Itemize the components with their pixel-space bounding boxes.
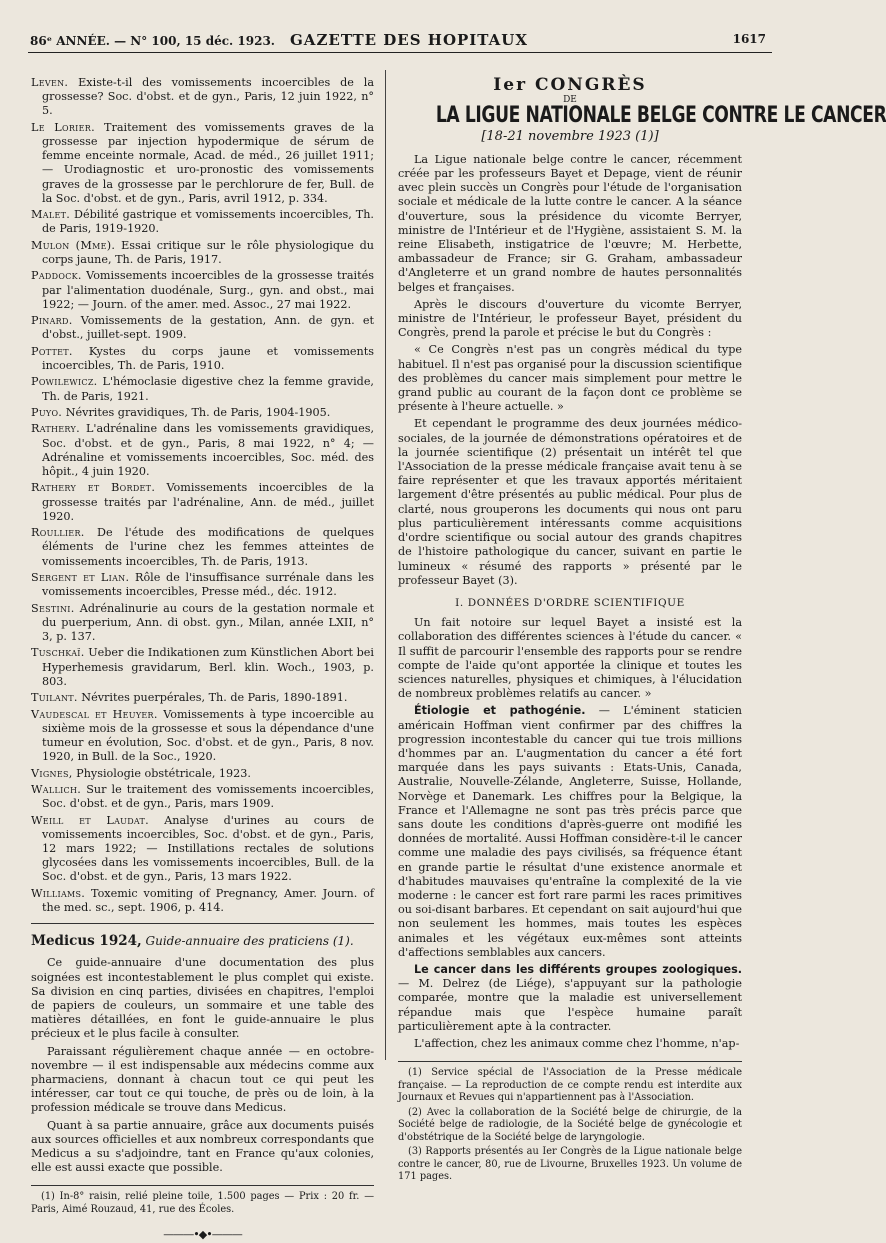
reference-text: L'hémoclasie digestive chez la femme gravide, Th. de Paris, 1921. [42, 375, 374, 403]
congres-title: Ier CONGRÈS [493, 75, 647, 95]
reference-text: Traitement des vomissements graves de la grossesse par injection hypodermique de sérum de femme enceinte normale, Acad. de méd., 26 juillet 1911; — Urodiagnostic et uro-pronostic des vomissements graves de la grossesse par le perchlorure de fer, Bull. de la Soc. d'obst. et de gyn., Paris, avril 1912, p. 334. [42, 120, 375, 205]
bibliography-entry [31, 526, 374, 569]
bibliography-entry [31, 646, 374, 689]
header-rule [28, 52, 772, 53]
bibliography-entry [31, 269, 374, 312]
bibliography-entry [31, 602, 374, 645]
bibliography-entry [31, 814, 374, 885]
bibliography-entry [31, 345, 374, 373]
reference-author: Rathery. [31, 422, 80, 436]
footnote-rule [31, 1185, 374, 1186]
reference-author: Malet. [31, 208, 71, 222]
reference-author: Tuilant. [31, 691, 78, 705]
column-divider [385, 70, 386, 1060]
bibliography-entry [31, 406, 374, 420]
section-paragraph: Un fait notoire sur lequel Bayet a insisté est la collaboration des différentes sciences à l'étude du cancer. « Il suffit de parcourir l'ensemble des rapports pour se rendre compte de l'aide qu'ont apportée la clinique et toutes les sciences naturelles, physiques et chimiques, à l'élucidation de nombreux problèmes relatifs au cancer. » [398, 616, 742, 701]
bibliography-entry [31, 481, 374, 524]
medicus-paragraph: Ce guide-annuaire d'une documentation des plus soignées est incontestablement le plus complet qui existe. Sa division en cinq parties, divisées en chapitres, l'emploi de papiers de couleurs, un sommaire et une table des matières détaillées, en font le guide-annuaire le plus précieux et le plus facile à consulter. [31, 956, 374, 1041]
reference-author: Wallich. [31, 782, 82, 796]
medicus-footnote: (1) In-8° raisin, relié pleine toile, 1.500 pages — Prix : 20 fr. — Paris, Aimé Rouzaud, 41, rue des Écoles. [31, 1191, 374, 1215]
footnote-rule [398, 1061, 742, 1062]
reference-author: Weill et Laudat. [31, 813, 150, 827]
reference-author: Sergent et Lian. [31, 570, 130, 584]
reference-author: Leven. [31, 76, 69, 89]
reference-text: Rôle de l'insuffisance surrénale dans les vomissements incoercibles, Presse méd., déc. 1912. [42, 570, 374, 599]
reference-text: Existe-t-il des vomissements incoercibles de la grossesse? Soc. d'obst. et de gyn., Paris, 12 juin 1922, n° 5. [42, 76, 374, 118]
congres-paragraph: La Ligue nationale belge contre le cancer, récemment créée par les professeurs Bayet et Depage, vient de réunir avec plein succès un Congrès pour l'étude de l'organisation sociale et médicale de la lutte contre le cancer. A la séance d'ouverture, sous la présidence du vicomte Berryer, ministre de l'Intérieur et de l'Hygiène, assistaient S. M. la reine Elisabeth, instigatrice de l'œuvre; M. Herbette, ambassadeur de France; sir G. Graham, ambassadeur d'Angleterre et un grand nombre de hautes personnalités belges et françaises. [398, 152, 742, 294]
congres-title-de: DE [563, 95, 577, 106]
etiology-paragraph [398, 704, 742, 960]
bibliography-entry [31, 691, 374, 705]
medicus-paragraph: Quant à sa partie annuaire, grâce aux documents puisés aux sources officielles et aux nombreux correspondants que Medicus a su s'adjoindre, tant en France qu'aux colonies, elle est aussi exacte que possible. [31, 1118, 374, 1175]
section-rule [31, 923, 374, 924]
reference-text: Vomissements à type incoercible au sixième mois de la grossesse et sous la dépendance d'une tumeur en évolution, Soc. d'obst. et de gyn., Paris, 8 nov. 1920, in Bull. de la Soc., 1920. [42, 707, 374, 764]
reference-text: Vomissements de la gestation, Ann. de gyn. et d'obst., juillet-sept. 1909. [42, 314, 374, 342]
header-issue: 86ᵉ ANNÉE. — N° 100, 15 déc. 1923. [30, 34, 275, 48]
zoology-title: Le cancer dans les différents groupes zoologiques. [414, 962, 742, 976]
zoology-paragraph-continued: L'affection, chez les animaux comme chez l'homme, n'ap- [414, 1037, 740, 1050]
bibliography-entry [31, 121, 374, 206]
section-heading: I. DONNÉES D'ORDRE SCIENTIFIQUE [455, 596, 685, 609]
reference-text: Vomissements incoercibles de la grossesse traités par l'alimentation duodénale, Surg., gyn. and obst., mai 1922; — Journ. of the amer. med. Assoc., 27 mai 1922. [42, 269, 374, 311]
reference-text: Névrites gravidiques, Th. de Paris, 1904-1905. [62, 405, 331, 419]
reference-author: Pinard. [31, 314, 73, 328]
reference-text: Analyse d'urines au cours de vomissements incoercibles, Soc. d'obst. et de gyn., Paris, 12 mars 1922; — Instillations rectales de solutions glycosées dans les vomissements incoercibles, Bull. de la Soc. d'obst. et de gyn., Paris, 13 mars 1922. [42, 813, 374, 884]
etiology-title: Étiologie et pathogénie. [414, 704, 586, 718]
reference-text: Vomissements incoercibles de la grossesse traités par l'adrénaline, Ann. de méd., juillet 1920. [42, 481, 374, 523]
ornament: ———•◆•——— [163, 1228, 242, 1242]
reference-text: Physiologie obstétricale, 1923. [72, 766, 251, 780]
reference-text: Essai critique sur le rôle physiologique du corps jaune, Th. de Paris, 1917. [42, 238, 375, 266]
header-journal-title: GAZETTE DES HOPITAUX [290, 31, 529, 49]
reference-author: Roullier. [31, 526, 85, 540]
header-page-number: 1617 [732, 32, 766, 46]
reference-author: Rathery et Bordet. [31, 481, 156, 495]
left-column [31, 76, 374, 1243]
reference-author: Puyo. [31, 405, 63, 419]
bibliography-entry [31, 208, 374, 236]
medicus-title [31, 934, 374, 948]
zoology-text: — M. Delrez (de Liége), s'appuyant sur la pathologie comparée, montre que la maladie est universellement répandue mais que l'espèce humaine paraît particulièrement apte à la contracter. [398, 977, 742, 1033]
reference-text: Kystes du corps jaune et vomissements incoercibles, Th. de Paris, 1910. [42, 344, 374, 372]
reference-author: Le Lorier. [31, 120, 95, 134]
bibliography-entry [31, 783, 374, 811]
congres-paragraph: Après le discours d'ouverture du vicomte Berryer, ministre de l'Intérieur, le professeur Bayet, président du Congrès, prend la parole et précise le but du Congrès : [398, 297, 742, 340]
reference-author: Vaudescal et Heuyer. [31, 707, 158, 721]
reference-author: Vignes, [31, 766, 73, 780]
bibliography-entry [31, 375, 374, 403]
bibliography-entry [31, 767, 374, 781]
bibliography-entry [31, 887, 374, 915]
reference-text: Débilité gastrique et vomissements incoercibles, Th. de Paris, 1919-1920. [42, 208, 374, 236]
reference-text: Névrites puerpérales, Th. de Paris, 1890-1891. [77, 691, 348, 705]
reference-author: Powilewicz. [31, 375, 98, 389]
medicus-paragraph: Paraissant régulièrement chaque année — en octobre-novembre — il est indispensable aux médecins comme aux pharmaciens, donnant à chacun tout ce qui peut les intéresser, car tout ce qui touche, de près ou de loin, à la profession médicale se trouve dans Medicus. [31, 1044, 374, 1115]
reference-author: Sestini. [31, 601, 75, 615]
bibliography-entry [31, 76, 374, 119]
reference-text: Sur le traitement des vomissements incoercibles, Soc. d'obst. et de gyn., Paris, mars 1909. [42, 782, 374, 811]
reference-author: Williams. [31, 886, 86, 900]
reference-text: De l'étude des modifications de quelques éléments de l'urine chez les femmes atteintes de vomissements incoercibles, Th. de Paris, 1913. [42, 526, 374, 568]
footnote: (1) Service spécial de l'Association de la Presse médicale française. — La reproduction de ce compte rendu est interdite aux Journaux et Revues qui n'appartiennent pas à l'Association. [398, 1067, 742, 1104]
medicus-subtitle: Guide-annuaire des praticiens (1). [141, 934, 354, 949]
zoology-paragraph [398, 963, 742, 1034]
congres-date: [18-21 novembre 1923 (1)] [481, 128, 659, 144]
bibliography-entry [31, 239, 374, 267]
reference-author: Mulon (Mme). [31, 238, 116, 252]
reference-text: Toxemic vomiting of Pregnancy, Amer. Journ. of the med. sc., sept. 1906, p. 414. [42, 886, 374, 914]
congres-paragraph: Et cependant le programme des deux journées médico-sociales, de la journée de démonstrations opératoires et de la journée scientifique (2) présentait un intérêt tel que l'Association de la presse médicale française avait tenu à se faire représenter et que les travaux apportés méritaient largement d'être présentés au public médical. Pour plus de clarté, nous grouperons les documents qui nous ont paru plus particulièrement intéressants comme acquisitions d'ordre scientifique ou social autour des grands chapitres de l'histoire pathologique du cancer, suivant en partie le lumineux « résumé des rapports » présenté par le professeur Bayet (3). [398, 417, 742, 587]
footnote: (2) Avec la collaboration de la Société belge de chirurgie, de la Société belge de radiologie, de la Société belge de gynécologie et d'obstétrique de la Société belge de laryngologie. [398, 1106, 742, 1143]
bibliography-entry [31, 571, 374, 599]
reference-author: Paddock. [31, 269, 82, 283]
congres-paragraph: « Ce Congrès n'est pas un congrès médical du type habituel. Il n'est pas organisé pour la discussion scientifique des problèmes du cancer mais simplement pour mettre le grand public au courant de la façon dont ce problème se présente à l'heure actuelle. » [398, 343, 742, 414]
right-column [398, 72, 886, 1186]
reference-author: Tuschkaï. [31, 646, 85, 660]
league-title: LA LIGUE NATIONALE BELGE CONTRE LE CANCER [435, 103, 886, 129]
reference-text: Adrénalinurie au cours de la gestation normale et du puerperium, Ann. di obst. gyn., Milan, année LXII, n° 3, p. 137. [42, 601, 374, 643]
reference-text: Ueber die Indikationen zum Künstlichen Abort bei Hyperhemesis gravidarum, Berl. klin. Woch., 1903, p. 803. [42, 646, 374, 688]
bibliography-entry [31, 708, 374, 765]
footnote: (3) Rapports présentés au Ier Congrès de la Ligue nationale belge contre le cancer, 80, rue de Livourne, Bruxelles 1923. Un volume de 171 pages. [398, 1146, 742, 1183]
bibliography-entry [31, 314, 374, 342]
bibliography-list [31, 76, 374, 915]
reference-author: Pottet. [31, 344, 73, 358]
etiology-text: — L'éminent staticien américain Hoffman vient confirmer par des chiffres la progression incontestable du cancer qui tue trois millions d'hommes par an. L'augmentation du cancer a été fort marquée dans les pays suivants : Etats-Unis, Canada, Australie, Nouvelle-Zélande, Angleterre, Suisse, Hollande, Norvège et Danemark. Les chiffres pour la Belgique, la France et l'Allemagne ne sont pas très précis parce que sans doute les conditions d'après-guerre ont modifié les données de mortalité. Aussi Hoffman considère-t-il le cancer comme une maladie des pays civilisés, sa fréquence étant en grande partie le résultat d'une existence anormale et d'habitudes mauvaises qu'entraîne la complexité de la vie moderne : le cancer est fort rare parmi les races primitives ou soi-disant barbares. Et cependant on sait aujourd'hui que non seulement les hommes, mais toutes les espèces animales et les végétaux eux-mêmes sont atteints d'affections semblables aux cancers. [398, 704, 742, 959]
medicus-title-main: Medicus 1924, [31, 933, 142, 950]
bibliography-entry [31, 422, 374, 479]
reference-text: L'adrénaline dans les vomissements gravidiques, Soc. d'obst. et de gyn., Paris, 8 mai 1922, n° 4; — Adrénaline et vomissements incoercibles, Soc. méd. des hôpit., 4 juin 1920. [42, 422, 374, 478]
